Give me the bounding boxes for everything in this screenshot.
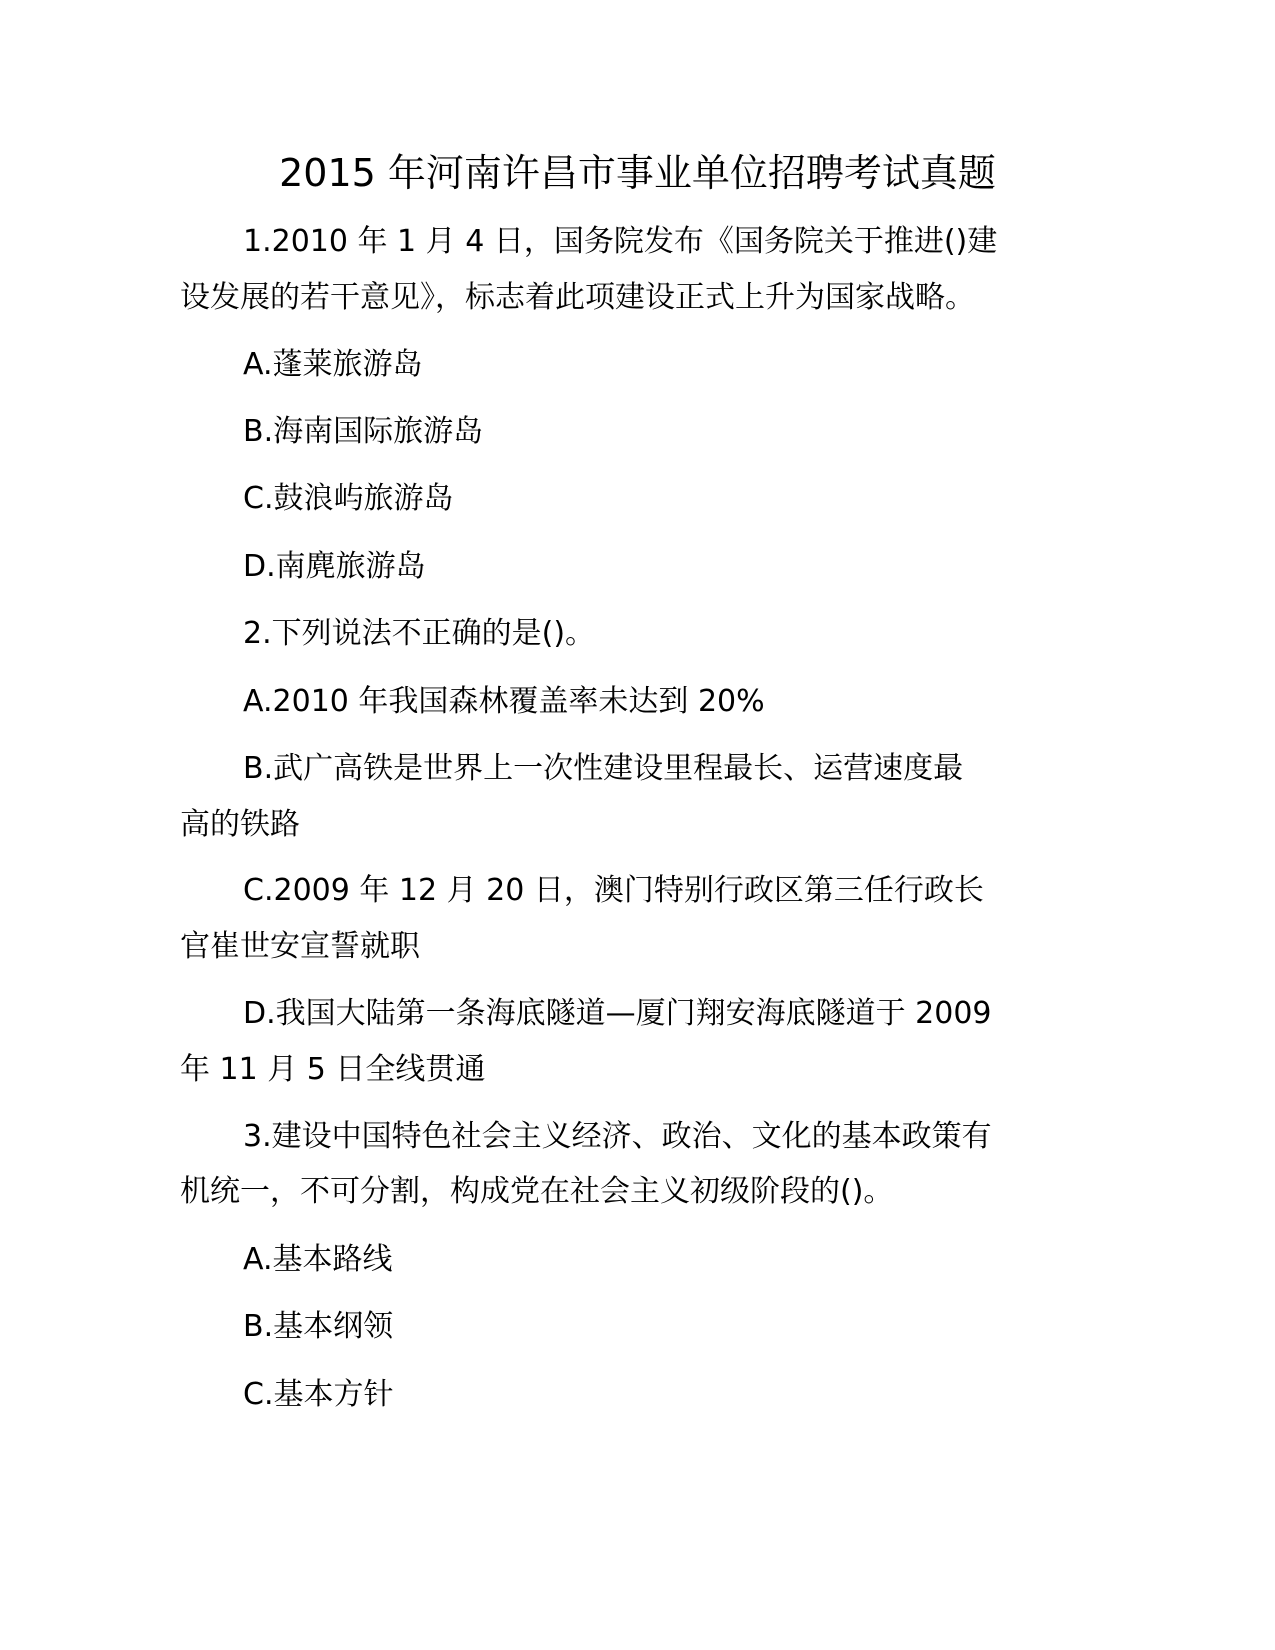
- question-1-stem-line-1: 1.2010 年 1 月 4 日，国务院发布《国务院关于推进()建: [243, 224, 998, 259]
- question-2-option-a: A.2010 年我国森林覆盖率未达到 20%: [243, 684, 765, 719]
- question-1-option-a: A.蓬莱旅游岛: [243, 347, 423, 382]
- question-3-option-a: A.基本路线: [243, 1242, 393, 1277]
- question-2-option-c-line-1: C.2009 年 12 月 20 日，澳门特别行政区第三任行政长: [243, 873, 984, 908]
- question-2-option-b-line-2: 高的铁路: [180, 807, 300, 842]
- question-1-stem-line-2: 设发展的若干意见》，标志着此项建设正式上升为国家战略。: [180, 280, 975, 315]
- question-2-option-b-line-1: B.武广高铁是世界上一次性建设里程最长、运营速度最: [243, 751, 964, 786]
- question-1-option-d: D.南麂旅游岛: [243, 549, 426, 584]
- question-3-option-c: C.基本方针: [243, 1377, 394, 1412]
- question-3-stem-line-1: 3.建设中国特色社会主义经济、政治、文化的基本政策有: [243, 1119, 992, 1154]
- page-title: 2015 年河南许昌市事业单位招聘考试真题: [279, 151, 996, 195]
- question-2-stem: 2.下列说法不正确的是()。: [243, 616, 596, 651]
- question-1-option-b: B.海南国际旅游岛: [243, 414, 484, 449]
- question-2-option-c-line-2: 官崔世安宣誓就职: [180, 929, 420, 964]
- question-3-stem-line-2: 机统一，不可分割，构成党在社会主义初级阶段的()。: [180, 1174, 894, 1209]
- question-3-option-b: B.基本纲领: [243, 1309, 394, 1344]
- question-2-option-d-line-2: 年 11 月 5 日全线贯通: [180, 1052, 486, 1087]
- question-2-option-d-line-1: D.我国大陆第一条海底隧道—厦门翔安海底隧道于 2009: [243, 996, 992, 1031]
- question-1-option-c: C.鼓浪屿旅游岛: [243, 481, 454, 516]
